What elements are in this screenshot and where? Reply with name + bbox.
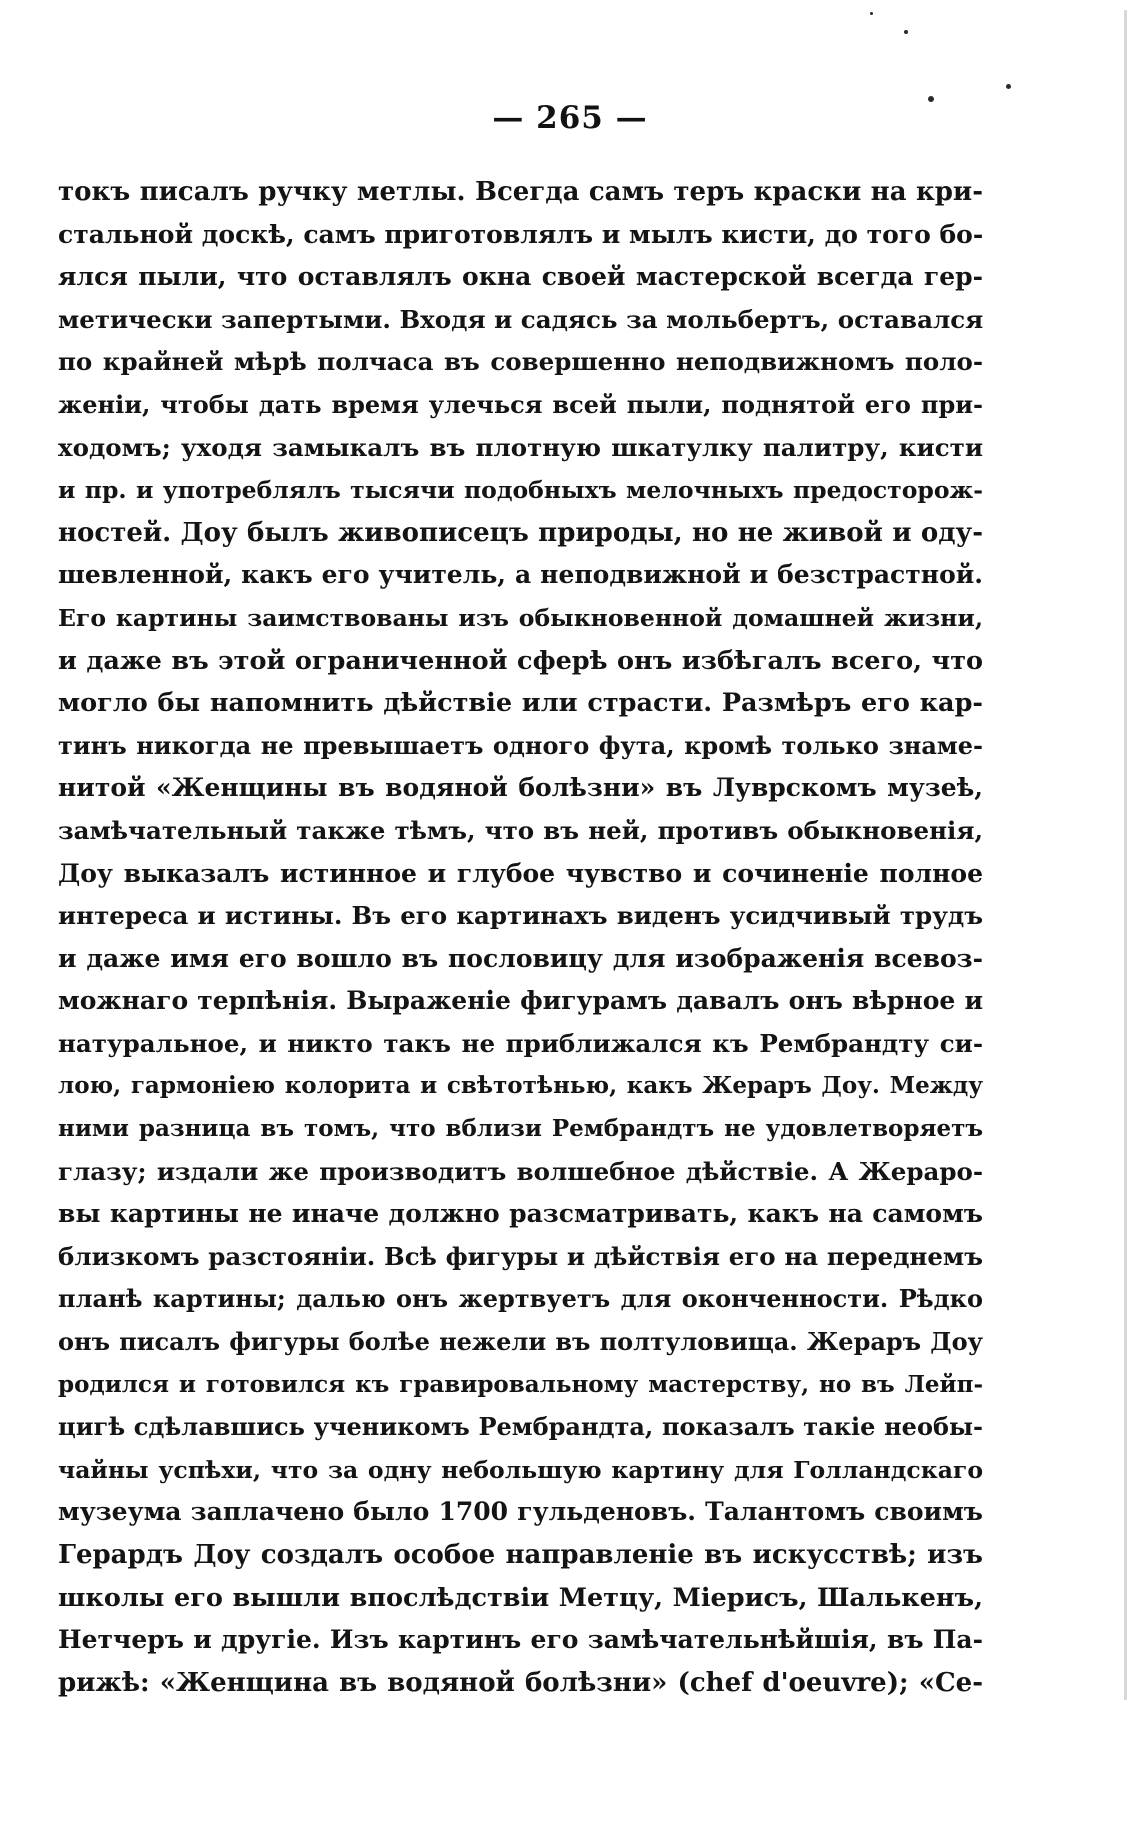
text-line: онъ писалъ фигуры болѣе нежели въ полтуловища. Жераръ Доу	[58, 1327, 983, 1357]
text-line: и даже въ этой ограниченной сферѣ онъ избѣгалъ всего, что	[58, 645, 983, 676]
text-line: нитой «Женщины въ водяной болѣзни» въ Луврскомъ музеѣ,	[58, 773, 983, 803]
text-line: и пр. и употреблялъ тысячи подобныхъ мелочныхъ предосторож-	[58, 476, 983, 505]
text-line: тинъ никогда не превышаетъ одного фута, кромѣ только знаме-	[58, 730, 983, 760]
text-line: цигѣ сдѣлавшись ученикомъ Рембрандта, показалъ такіе необы-	[58, 1412, 983, 1442]
text-line: токъ писалъ ручку метлы. Всегда самъ теръ краски на кри-	[58, 177, 983, 207]
text-line: школы его вышли впослѣдствіи Метцу, Міерисъ, Шалькенъ,	[58, 1582, 983, 1613]
text-line: замѣчательный также тѣмъ, что въ ней, противъ обыкновенія,	[58, 815, 983, 845]
page-number: — 265 —	[492, 100, 648, 136]
text-line: женіи, чтобы дать время улечься всей пыли, поднятой его при-	[58, 389, 983, 419]
text-line: натуральное, и никто такъ не приближался къ Рембрандту си-	[58, 1028, 983, 1058]
body-text	[58, 171, 983, 1704]
text-line: вы картины не иначе должно разсматривать, какъ на самомъ	[58, 1199, 983, 1229]
text-line: стальной доскѣ, самъ приготовлялъ и мылъ кисти, до того бо-	[58, 219, 983, 249]
ink-speck	[1006, 84, 1011, 89]
text-line: Герардъ Доу создалъ особое направленіе въ искусствѣ; изъ	[58, 1540, 983, 1570]
text-line: глазу; издали же производитъ волшебное дѣйствіе. А Жераро-	[58, 1156, 983, 1186]
text-line: можнаго терпѣнія. Выраженіе фигурамъ давалъ онъ вѣрное и	[58, 986, 983, 1016]
page-edge-shadow	[1124, 10, 1127, 1700]
text-line: Нетчеръ и другіе. Изъ картинъ его замѣчательнѣйшія, въ Па-	[58, 1625, 983, 1655]
text-line: рижѣ: «Женщина въ водяной болѣзни» (chef d'oeuvre); «Се-	[58, 1667, 983, 1698]
text-line: Его картины заимствованы изъ обыкновенной домашней жизни,	[58, 603, 983, 632]
text-line: Доу выказалъ истинное и глубое чувство и сочиненіе полное	[58, 858, 983, 888]
text-line: интереса и истины. Въ его картинахъ виденъ усидчивый трудъ	[58, 901, 983, 931]
text-line: ними разница въ томъ, что вблизи Рембрандтъ не удовлетворяетъ	[58, 1115, 983, 1143]
text-line: и даже имя его вошло въ пословицу для изображенія всевоз-	[58, 943, 983, 973]
text-line: по крайней мѣрѣ полчаса въ совершенно неподвижномъ поло-	[58, 347, 983, 377]
text-line: родился и готовился къ гравировальному мастерству, но въ Лейп-	[58, 1370, 983, 1398]
text-line: планѣ картины; далью онъ жертвуетъ для оконченности. Рѣдко	[58, 1284, 983, 1314]
text-line: ходомъ; уходя замыкалъ въ плотную шкатулку палитру, кисти	[58, 432, 983, 462]
ink-speck	[870, 12, 873, 15]
ink-speck	[904, 30, 908, 34]
text-line: шевленной, какъ его учитель, а неподвижной и безстрастной.	[58, 560, 983, 590]
text-line: могло бы напомнить дѣйствіе или страсти. Размѣръ его кар-	[58, 688, 983, 719]
text-line: метически запертыми. Входя и садясь за мольбертъ, оставался	[58, 304, 983, 334]
text-line: ностей. Доу былъ живописецъ природы, но не живой и оду-	[58, 517, 983, 548]
text-line: близкомъ разстояніи. Всѣ фигуры и дѣйствія его на переднемъ	[58, 1241, 983, 1271]
text-line: музеума заплачено было 1700 гульденовъ. Талантомъ своимъ	[58, 1497, 983, 1527]
text-line: лою, гармоніею колорита и свѣтотѣнью, какъ Жераръ Доу. Между	[58, 1072, 983, 1100]
text-line: чайны успѣхи, что за одну небольшую картину для Голландскаго	[58, 1455, 983, 1484]
text-line: ялся пыли, что оставлялъ окна своей мастерской всегда гер-	[58, 262, 983, 292]
